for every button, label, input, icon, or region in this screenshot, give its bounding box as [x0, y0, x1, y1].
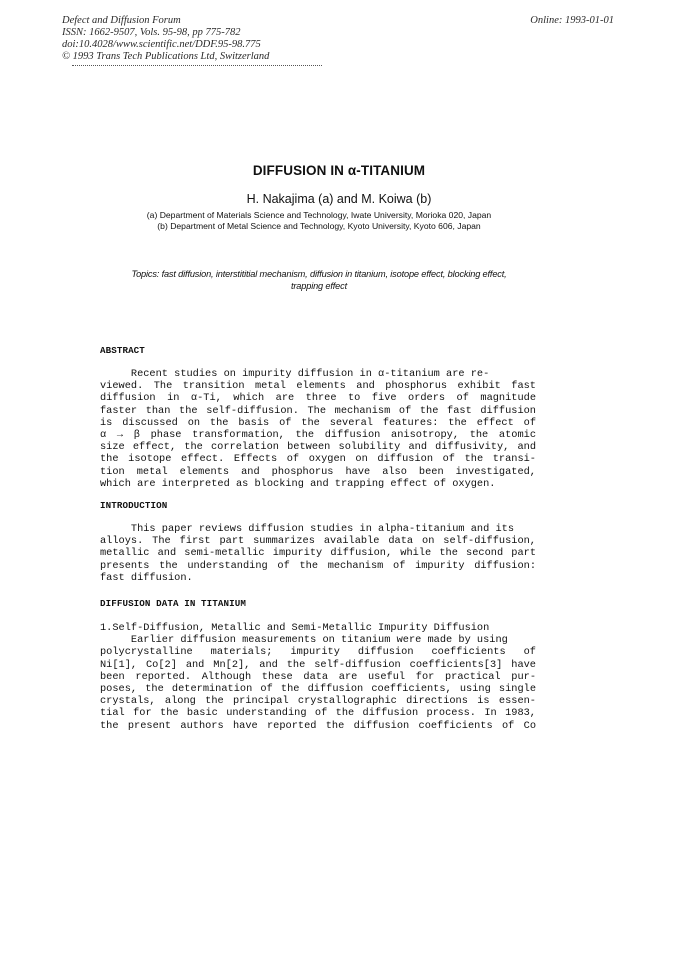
text-line: the isotope effect. Effects of oxygen on diffusion of the transi- [100, 453, 536, 466]
paper-title: DIFFUSION IN α-TITANIUM [252, 163, 426, 178]
text-line: been reported. Although these data are useful for practical pur- [100, 670, 536, 683]
text-line: faster than the self-diffusion. The mechanism of the fast diffusion [100, 404, 536, 417]
journal-name: Defect and Diffusion Forum [62, 15, 181, 26]
introduction-heading: INTRODUCTION [100, 500, 168, 511]
text-line: This paper reviews diffusion studies in alpha-titanium and its [100, 523, 515, 535]
diffusion-data-body [100, 622, 536, 732]
text-line: diffusion in α-Ti, which are three to five orders of magnitude [100, 392, 536, 405]
text-line: tial for the basic understanding of the diffusion process. In 1983, [100, 707, 536, 720]
text-line: poses, the determination of the diffusion coefficients, using single [100, 682, 536, 695]
topics-keywords [104, 268, 534, 292]
text-line: is discussed on the basis of the several features: the effect of [100, 416, 536, 429]
abstract-heading: ABSTRACT [100, 345, 145, 356]
affiliation-b: (b) Department of Metal Science and Technology, Kyoto University, Kyoto 606, Japan [157, 221, 481, 231]
text-line: viewed. The transition metal elements and phosphorus exhibit fast [100, 380, 536, 393]
text-line: alloys. The first part summarizes available data on self-diffusion, [100, 535, 536, 548]
text-line: the present authors have reported the diffusion coefficients of Co [100, 719, 536, 732]
subsection-heading: 1.Self-Diffusion, Metallic and Semi-Metallic Impurity Diffusion [100, 622, 490, 634]
diffusion-data-heading: DIFFUSION DATA IN TITANIUM [100, 598, 246, 609]
text-line: presents the understanding of the mechanism of impurity diffusion: [100, 559, 536, 572]
doi-line: doi:10.4028/www.scientific.net/DDF.95-98.775 [62, 39, 261, 50]
text-line: crystals, along the principal crystallographic directions is essen- [100, 695, 536, 708]
journal-metadata [62, 15, 269, 63]
introduction-body [100, 523, 536, 584]
text-line: polycrystalline materials; impurity diffusion coefficients of [100, 646, 536, 659]
cropped-text-remnant [72, 64, 322, 68]
text-line: which are interpreted as blocking and trapping effect of oxygen. [100, 477, 496, 490]
issn-line: ISSN: 1662-9507, Vols. 95-98, pp 775-782 [62, 27, 241, 38]
topics-line: trapping effect [291, 281, 347, 291]
text-line: metallic and semi-metallic impurity diffusion, while the second part [100, 547, 536, 560]
copyright-line: © 1993 Trans Tech Publications Ltd, Switzerland [62, 51, 270, 62]
text-line: Recent studies on impurity diffusion in α-titanium are re- [100, 368, 490, 380]
text-line: tion metal elements and phosphorus have also been investigated, [100, 465, 536, 478]
online-date: Online: 1993-01-01 [530, 15, 614, 26]
text-line: size effect, the correlation between solubility and diffusivity, and [100, 441, 536, 454]
paper-authors: H. Nakajima (a) and M. Koiwa (b) [246, 192, 432, 206]
abstract-body [100, 368, 536, 490]
text-line: α → β phase transformation, the diffusion anisotropy, the atomic [100, 428, 536, 441]
affiliation-a: (a) Department of Materials Science and Technology, Iwate University, Morioka 020, Japan [146, 210, 492, 220]
text-line: fast diffusion. [100, 571, 193, 584]
text-line: Ni[1], Co[2] and Mn[2], and the self-diffusion coefficients[3] have [100, 658, 536, 671]
text-line: Earlier diffusion measurements on titanium were made by using [100, 634, 508, 647]
topics-line: Topics: fast diffusion, interstititial mechanism, diffusion in titanium, isotope effect, blocking effect, [131, 269, 507, 279]
